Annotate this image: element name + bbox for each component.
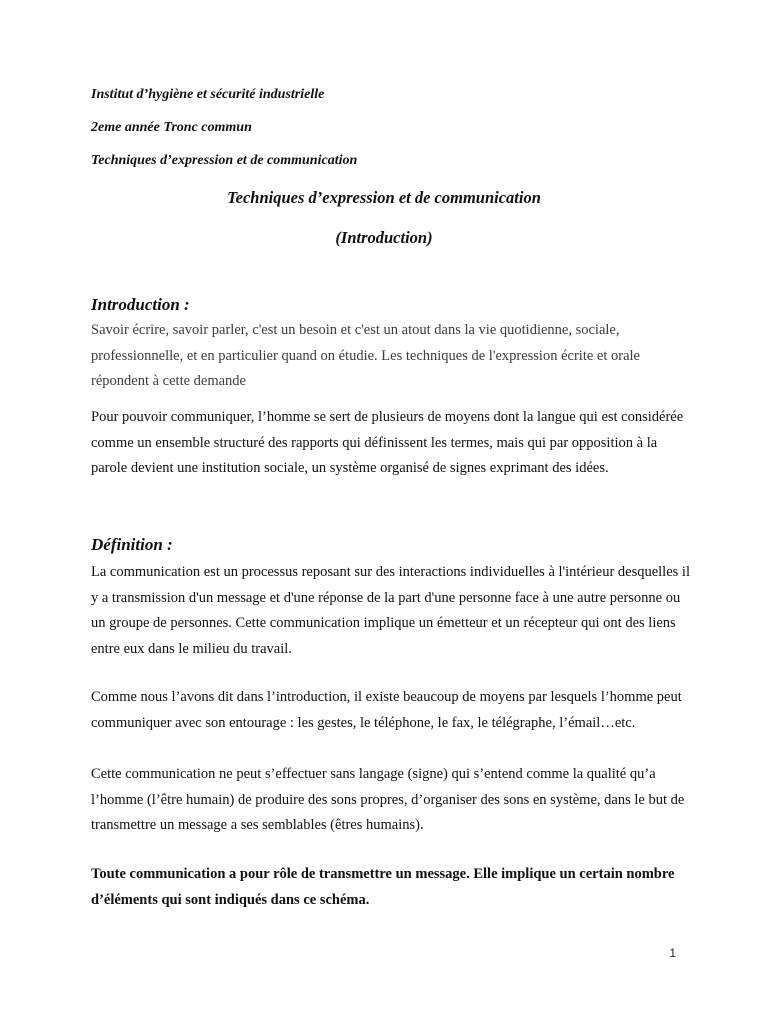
header-institute: Institut d’hygiène et sécurité industrielle: [91, 87, 325, 102]
definition-paragraph-1: La communication est un processus reposant sur des interactions individuelles à l'intérieur desquelles il y a transmission d'un message et d'une réponse de la part d'une personne face à une autre personne ou un groupe de personnes. Cette communication implique un émetteur et un récepteur qui ont des liens entre eux dans le milieu du travail.: [91, 564, 690, 657]
header-course: Techniques d’expression et de communication: [91, 153, 358, 168]
introduction-paragraph-1: Savoir écrire, savoir parler, c'est un besoin et c'est un atout dans la vie quotidienne, sociale, professionnelle, et en particulier quand on étudie. Les techniques de l'expression écrite et orale répondent à cette demande: [91, 322, 640, 389]
introduction-heading: Introduction :: [91, 295, 190, 314]
header-year: 2eme année Tronc commun: [91, 120, 252, 135]
definition-paragraph-bold: Toute communication a pour rôle de transmettre un message. Elle implique un certain nombre d’éléments qui sont indiqués dans ce schéma.: [91, 866, 675, 908]
document-subtitle: (Introduction): [335, 228, 433, 247]
definition-paragraph-3: Cette communication ne peut s’effectuer sans langage (signe) qui s’entend comme la qualité qu’a l’homme (l’être humain) de produire des sons propres, d’organiser des sons en système, dans le but de transmettre un message a ses semblables (êtres humains).: [91, 766, 685, 833]
definition-paragraph-2: Comme nous l’avons dit dans l’introduction, il existe beaucoup de moyens par lesquels l’homme peut communiquer avec son entourage : les gestes, le téléphone, le fax, le télégraphe, l’émail…etc.: [91, 689, 682, 731]
definition-heading: Définition :: [91, 535, 173, 554]
document-title: Techniques d’expression et de communication: [227, 188, 541, 207]
page-number: 1: [669, 946, 676, 960]
introduction-paragraph-2: Pour pouvoir communiquer, l’homme se sert de plusieurs de moyens dont la langue qui est considérée comme un ensemble structuré des rapports qui définissent les termes, mais qui par opposition à la parole devient une institution sociale, un système organisé de signes exprimant des idées.: [91, 409, 684, 476]
